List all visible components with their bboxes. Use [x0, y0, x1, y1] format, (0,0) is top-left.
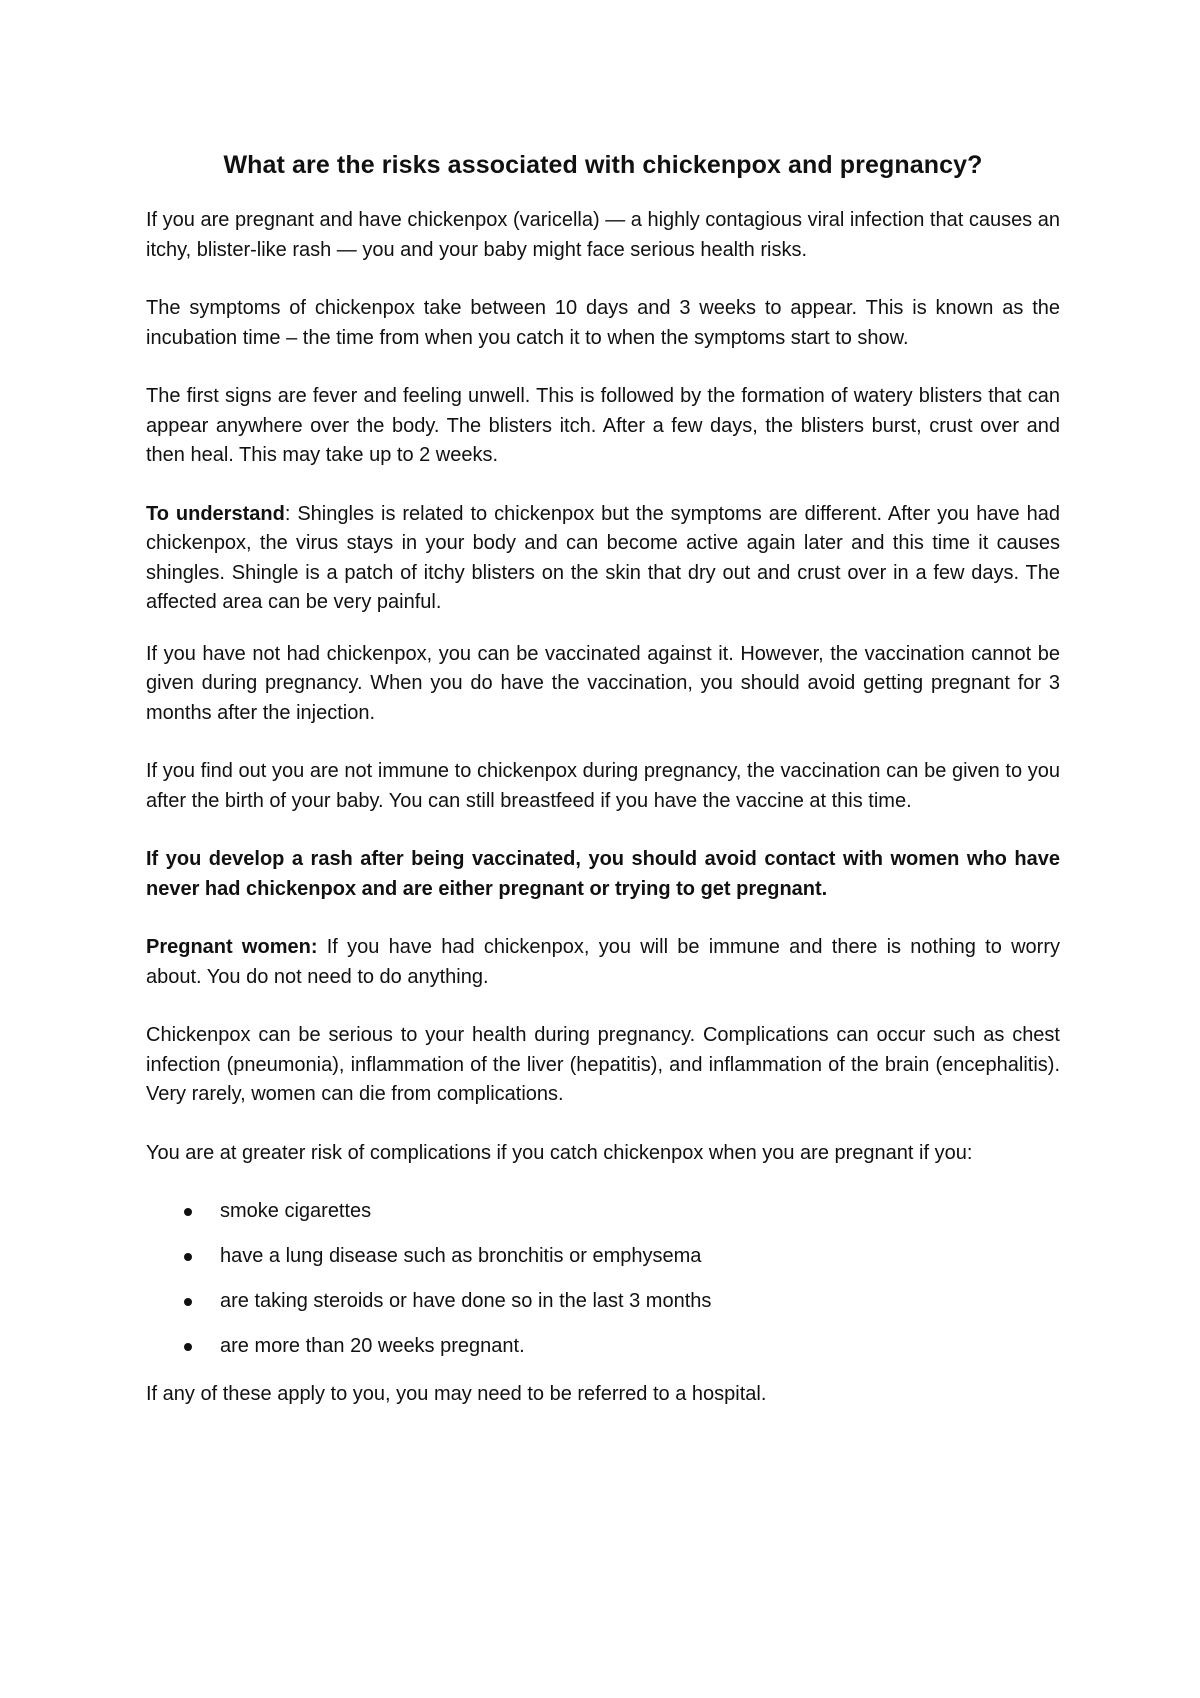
risk-factor-list [146, 1197, 1060, 1362]
complications-paragraph: Chickenpox can be serious to your health during pregnancy. Complications can occur such as chest infection (pneumonia), inflammation of the liver (hepatitis), and inflammation of the brain (encephalitis). Very rarely, women can die from complications. [146, 1024, 1060, 1105]
list-item-text: have a lung disease such as bronchitis or emphysema [220, 1245, 702, 1267]
pregnant-women-paragraph [146, 933, 1060, 992]
document-page [146, 150, 1060, 1438]
rash-warning-paragraph: If you develop a rash after being vaccinated, you should avoid contact with women who have never had chickenpox and are either pregnant or trying to get pregnant. [146, 848, 1060, 900]
bullet-dot-icon [184, 1208, 192, 1216]
vaccination-paragraph: If you have not had chickenpox, you can be vaccinated against it. However, the vaccination cannot be given during pregnancy. When you do have the vaccination, you should avoid getting pregnant for 3 months after the injection. [146, 642, 1060, 724]
to-understand-label: To understand [146, 502, 285, 525]
list-item [146, 1197, 1060, 1227]
greater-risk-paragraph: You are at greater risk of complications if you catch chickenpox when you are pregnant if you: [146, 1141, 973, 1164]
bullet-dot-icon [184, 1298, 192, 1306]
shingles-text: : Shingles is related to chickenpox but the symptoms are different. After you have had chickenpox, the virus stays in your body and can become active again later and this time it causes shingles. Shingle is a patch of itchy blisters on the skin that dry out and crust over in a few days. The affected area can be very painful. [146, 502, 1060, 613]
list-item [146, 1332, 1060, 1362]
not-immune-paragraph: If you find out you are not immune to chickenpox during pregnancy, the vaccination can be given to you after the birth of your baby. You can still breastfeed if you have the vaccine at this time. [146, 760, 1060, 812]
first-signs-paragraph: The first signs are fever and feeling unwell. This is followed by the formation of watery blisters that can appear anywhere over the body. The blisters itch. After a few days, the blisters burst, crust over and then heal. This may take up to 2 weeks. [146, 385, 1060, 466]
list-item-text: are taking steroids or have done so in the last 3 months [220, 1290, 712, 1312]
bullet-dot-icon [184, 1253, 192, 1261]
list-item [146, 1242, 1060, 1272]
symptoms-paragraph: The symptoms of chickenpox take between 10 days and 3 weeks to appear. This is known as the incubation time – the time from when you catch it to when the symptoms start to show. [146, 297, 1060, 349]
bullet-dot-icon [184, 1343, 192, 1351]
list-item [146, 1287, 1060, 1317]
list-item-text: smoke cigarettes [220, 1200, 372, 1222]
list-item-text: are more than 20 weeks pregnant. [220, 1335, 525, 1357]
shingles-paragraph [146, 500, 1060, 618]
page-title: What are the risks associated with chickenpox and pregnancy? [223, 151, 983, 179]
intro-paragraph: If you are pregnant and have chickenpox (varicella) — a highly contagious viral infection that causes an itchy, blister-like rash — you and your baby might face serious health risks. [146, 209, 1060, 261]
pregnant-women-label: Pregnant women: [146, 936, 318, 958]
hospital-referral-paragraph: If any of these apply to you, you may need to be referred to a hospital. [146, 1382, 767, 1405]
pregnant-women-text: If you have had chickenpox, you will be immune and there is nothing to worry about. You do not need to do anything. [146, 936, 1060, 988]
